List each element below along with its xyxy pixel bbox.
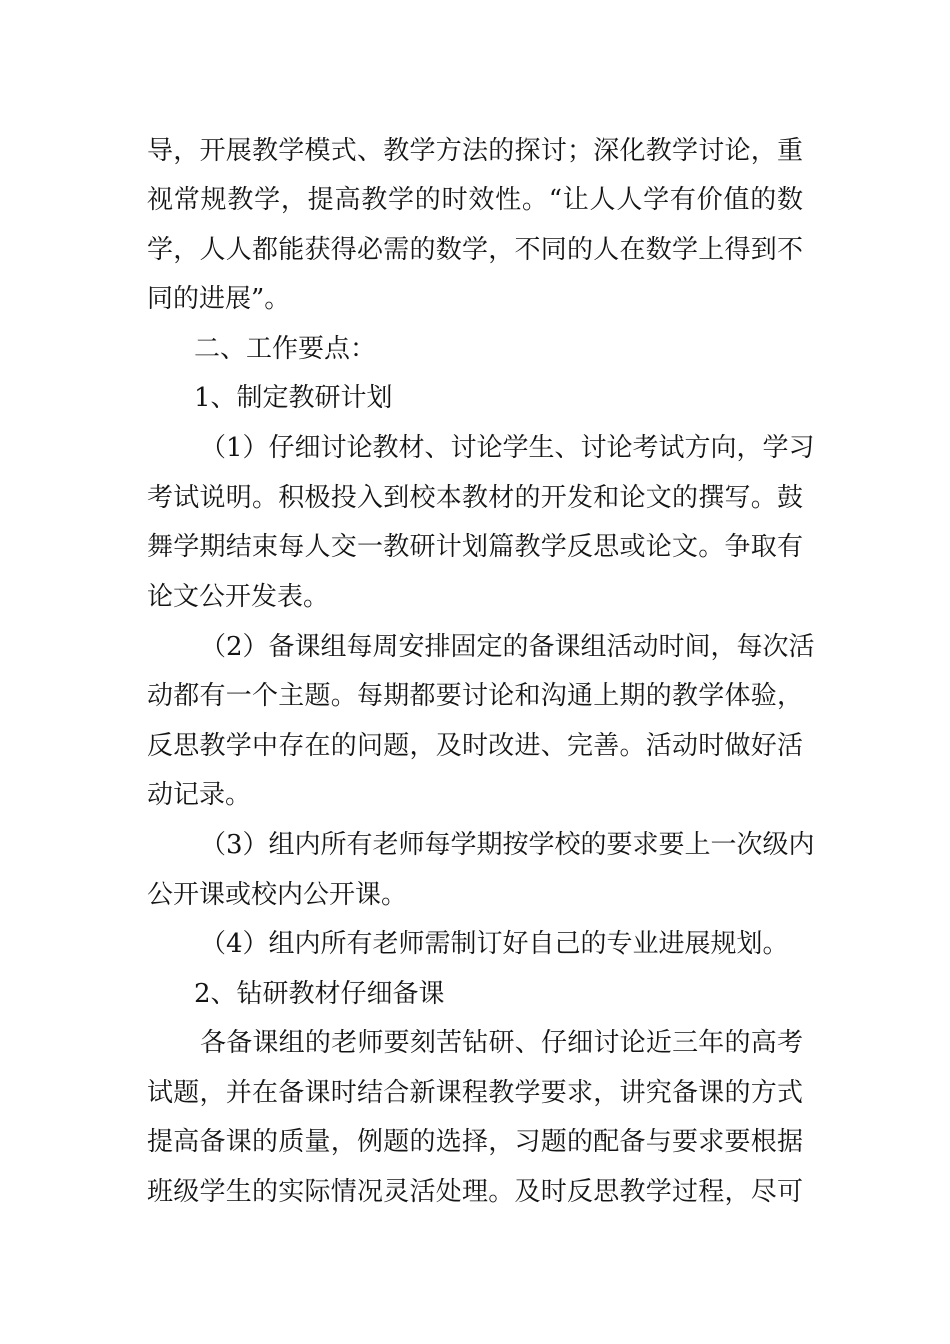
text-line: 考试说明。积极投入到校本教材的开发和论文的撰写。鼓 [147, 483, 803, 513]
text-line: 提高备课的质量，例题的选择，习题的配备与要求要根据 [147, 1127, 803, 1157]
text-line: 班级学生的实际情况灵活处理。及时反思教学过程，尽可 [147, 1177, 803, 1207]
section-heading: 二、工作要点： [194, 334, 377, 364]
text-line: 舞学期结束每人交一教研计划篇教学反思或论文。争取有 [147, 532, 803, 562]
text-line: 导，开展教学模式、教学方法的探讨；深化教学讨论，重 [147, 136, 803, 166]
text-line: 各备课组的老师要刻苦钻研、仔细讨论近三年的高考 [200, 1028, 803, 1058]
text-line: 公开课或校内公开课。 [147, 880, 408, 910]
text-line: 试题，并在备课时结合新课程教学要求，讲究备课的方式 [147, 1078, 803, 1108]
subsection-heading: 1、制定教研计划 [194, 383, 393, 413]
text-line: （2）备课组每周安排固定的备课组活动时间，每次活 [200, 632, 815, 662]
subsection-heading: 2、钻研教材仔细备课 [194, 979, 445, 1009]
text-line: 反思教学中存在的问题，及时改进、完善。活动时做好活 [147, 731, 803, 761]
text-line: 动都有一个主题。每期都要讨论和沟通上期的教学体验， [147, 681, 803, 711]
text-line: （1）仔细讨论教材、讨论学生、讨论考试方向，学习 [200, 433, 815, 463]
text-line: 视常规教学，提高教学的时效性。“让人人学有价值的数 [147, 185, 803, 215]
text-line: 动记录。 [147, 780, 252, 810]
text-line: 学，人人都能获得必需的数学，不同的人在数学上得到不 [147, 235, 803, 265]
text-line: （3）组内所有老师每学期按学校的要求要上一次级内 [200, 830, 815, 860]
text-line: （4）组内所有老师需制订好自己的专业进展规划。 [200, 929, 789, 959]
text-line: 论文公开发表。 [147, 582, 330, 612]
text-line: 同的进展”。 [147, 284, 291, 314]
